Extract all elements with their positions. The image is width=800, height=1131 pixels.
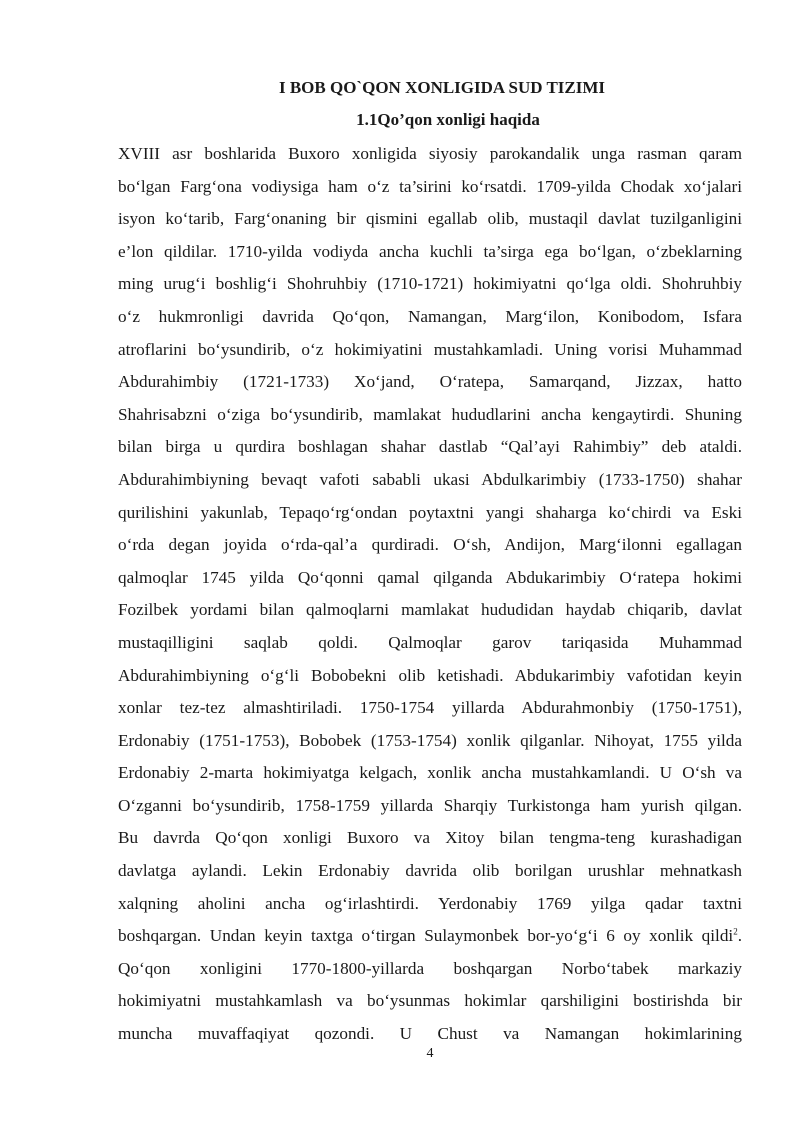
text-line: isyon ko‘tarib, Farg‘onaning bir qismini egallab olib, mustaqil davlat tuzilganligini (118, 209, 742, 229)
text-line: qurilishini yakunlab, Tepaqo‘rg‘ondan poytaxtni yangi shaharga ko‘chirdi va Eski (118, 502, 742, 522)
text-line: o‘z hukmronligi davrida Qo‘qon, Namangan, Marg‘ilon, Konibodom, Isfara (118, 306, 742, 326)
text-line: Abdurahimbiy (1721-1733) Xo‘jand, O‘ratepa, Samarqand, Jizzax, hatto (118, 372, 742, 392)
body-paragraph (118, 138, 742, 1051)
text-line: Shahrisabzni o‘ziga bo‘ysundirib, mamlakat hududlarini ancha kengaytirdi. Shuning (118, 404, 742, 424)
text-line: Abdurahimbiyning o‘g‘li Bobobekni olib ketishadi. Abdukarimbiy vafotidan keyin (118, 665, 742, 685)
text-line: bilan birga u qurdira boshlagan shahar dastlab “Qal’ayi Rahimbiy” deb ataldi. (118, 437, 742, 457)
text-line: atroflarini bo‘ysundirib, o‘z hokimiyatini mustahkamladi. Uning vorisi Muhammad (118, 339, 742, 359)
text-line: xalqning aholini ancha og‘irlashtirdi. Yerdonabiy 1769 yilga qadar taxtni (118, 893, 742, 913)
page-number: 4 (426, 1046, 434, 1061)
text-line: muncha muvaffaqiyat qozondi. U Chust va Namangan hokimlarining (118, 1024, 742, 1044)
text-line: Qo‘qon xonligini 1770-1800-yillarda boshqargan Norbo‘tabek markaziy (118, 958, 742, 978)
text-line: qalmoqlar 1745 yilda Qo‘qonni qamal qilganda Abdukarimbiy O‘ratepa hokimi (118, 567, 742, 587)
text-line: xonlar tez-tez almashtiriladi. 1750-1754 yillarda Abdurahmonbiy (1750-1751), (118, 698, 742, 718)
section-title: 1.1Qo’qon xonligi haqida (356, 110, 540, 129)
text-line: XVIII asr boshlarida Buxoro xonligida siyosiy parokandalik unga rasman qaram (118, 144, 742, 163)
text-line: bo‘lgan Farg‘ona vodiysiga ham o‘z ta’sirini ko‘rsatdi. 1709-yilda Chodak xo‘jalari (118, 176, 742, 196)
text-line: O‘zganni bo‘ysundirib, 1758-1759 yillarda Sharqiy Turkistonga ham yurish qilgan. (118, 795, 742, 815)
chapter-title: I BOB QO`QON XONLIGIDA SUD TIZIMI (278, 78, 606, 97)
text-line: ming urug‘i boshlig‘i Shohruhbiy (1710-1721) hokimiyatni qo‘lga oldi. Shohruhbiy (118, 274, 742, 294)
text-line: hokimiyatni mustahkamlash va bo‘ysunmas hokimlar qarshiligini bostirishda bir (118, 991, 742, 1011)
text-line: davlatga aylandi. Lekin Erdonabiy davrida olib borilgan urushlar mehnatkash (118, 861, 742, 881)
text-line-content: boshqargan. Undan keyin taxtga o‘tirgan Sulaymonbek bor-yo‘g‘i 6 oy xonlik qildi (118, 926, 734, 946)
text-line: Erdonabiy 2-marta hokimiyatga kelgach, xonlik ancha mustahkamlandi. U O‘sh va (118, 763, 742, 783)
footnote-reference[interactable]: 2 (733, 926, 738, 937)
text-line: Abdurahimbiyning bevaqt vafoti sababli ukasi Abdulkarimbiy (1733-1750) shahar (118, 469, 742, 489)
text-line: mustaqilligini saqlab qoldi. Qalmoqlar garov tariqasida Muhammad (118, 632, 742, 652)
text-line: Bu davrda Qo‘qon xonligi Buxoro va Xitoy bilan tengma-teng kurashadigan (118, 828, 742, 848)
text-line: Erdonabiy (1751-1753), Bobobek (1753-1754) xonlik qilganlar. Nihoyat, 1755 yilda (118, 730, 742, 750)
text-line-with-footnote (118, 920, 742, 953)
sentence-period: . (737, 926, 742, 946)
text-line: o‘rda degan joyida o‘rda-qal’a qurdiradi. O‘sh, Andijon, Marg‘ilonni egallagan (118, 535, 742, 555)
text-line: e’lon qildilar. 1710-yilda vodiyda ancha kuchli ta’sirga ega bo‘lgan, o‘zbeklarning (118, 241, 742, 261)
text-line: Fozilbek yordami bilan qalmoqlarni mamlakat hududidan haydab chiqarib, davlat (118, 600, 742, 620)
